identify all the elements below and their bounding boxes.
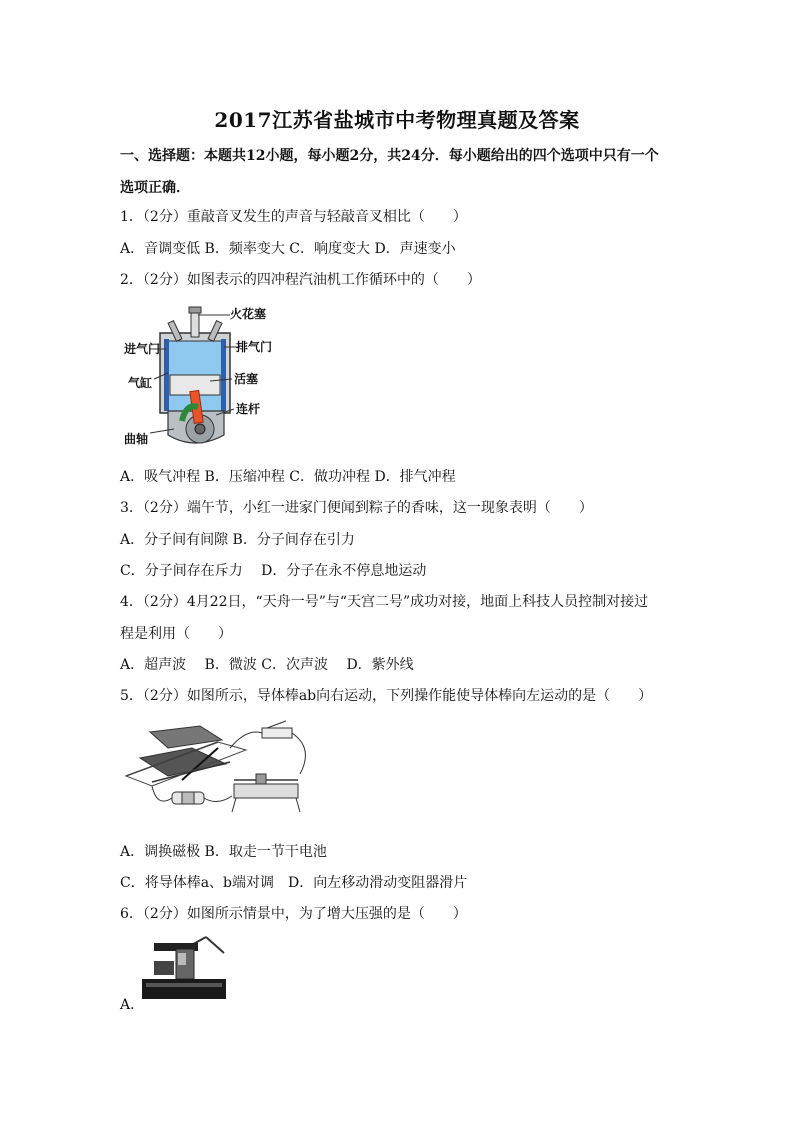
circuit-figure (122, 718, 322, 818)
circuit-diagram (122, 718, 322, 818)
question-3-options-line-2: C．分子间存在斥力 D．分子在永不停息地运动 (120, 563, 427, 579)
question-2-options: A．吸气冲程 B．压缩冲程 C．做功冲程 D．排气冲程 (120, 469, 456, 485)
question-4-stem-line-1: 4．（2分）4月22日，“天舟一号”与“天宫二号”成功对接，地面上科技人员控制对接过 (120, 594, 649, 610)
page-title: 2017江苏省盐城市中考物理真题及答案 (214, 108, 580, 132)
label-crankshaft: 曲轴 (124, 432, 149, 446)
question-5-options-line-1: A．调换磁极 B．取走一节干电池 (120, 844, 327, 860)
section-instruction-line-2: 选项正确． (120, 180, 190, 196)
question-6-stem: 6．（2分）如图所示情景中，为了增大压强的是（ ） (120, 906, 467, 922)
engine-figure (120, 303, 280, 453)
label-spark-plug: 火花塞 (230, 307, 267, 321)
label-cylinder: 气缸 (128, 376, 153, 390)
excavator-picture (140, 933, 230, 1005)
label-intake-valve: 进气门 (124, 342, 161, 356)
engine-diagram (120, 303, 280, 453)
question-5-options-line-2: C．将导体棒a、b端对调 D．向左移动滑动变阻器滑片 (120, 875, 468, 891)
question-2-stem: 2．（2分）如图表示的四冲程汽油机工作循环中的（ ） (120, 272, 481, 288)
label-connecting-rod: 连杆 (236, 402, 261, 416)
question-3-stem: 3．（2分）端午节，小红一进家门便闻到粽子的香味，这一现象表明（ ） (120, 500, 593, 516)
question-3-options-line-1: A．分子间有间隙 B．分子间存在引力 (120, 532, 355, 548)
question-1-options: A．音调变低 B．频率变大 C．响度变大 D．声速变小 (120, 241, 456, 257)
question-5-stem: 5．（2分）如图所示，导体棒ab向右运动，下列操作能使导体棒向左运动的是（ ） (120, 688, 653, 704)
question-1-stem: 1．（2分）重敲音叉发生的声音与轻敲音叉相比（ ） (120, 209, 467, 225)
question-6-figure-a (140, 933, 230, 1005)
label-exhaust-valve: 排气门 (236, 340, 273, 354)
section-instruction-line-1: 一、选择题：本题共12小题，每小题2分，共24分．每小题给出的四个选项中只有一个 (120, 148, 659, 164)
question-4-stem-line-2: 程是利用（ ） (120, 626, 232, 642)
question-4-options: A．超声波 B．微波 C．次声波 D．紫外线 (120, 657, 414, 673)
label-piston: 活塞 (234, 372, 259, 386)
question-6-option-a-label: A． (120, 997, 145, 1013)
